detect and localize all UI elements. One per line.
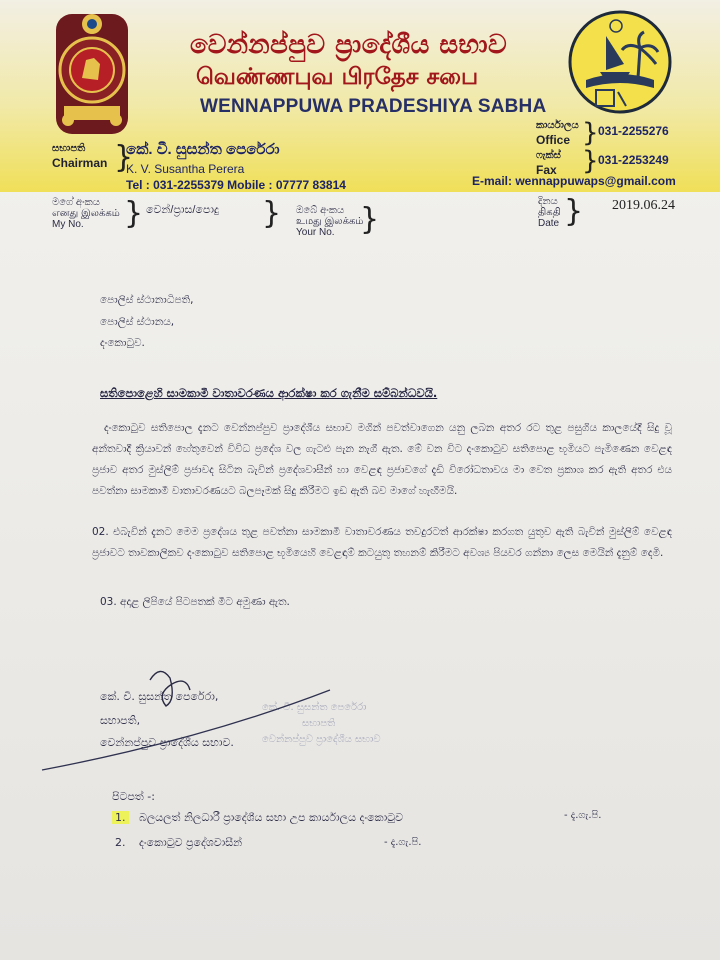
signatory-title: සභාපති, <box>100 714 141 727</box>
brace-icon: } <box>114 140 134 175</box>
brace-icon: } <box>360 202 380 237</box>
email-address: E-mail: wennappuwaps@gmail.com <box>472 174 676 188</box>
recipient-line: පොලිස් ස්ථානය, <box>100 316 175 328</box>
recipient-line: දංකොටුව. <box>100 337 145 349</box>
council-logo-icon <box>566 8 674 116</box>
brace-icon: } <box>582 118 599 148</box>
fax-label-english: Fax <box>536 163 557 177</box>
my-number-label: මගේ අංකය எனது இலக்கம் My No. <box>52 197 120 230</box>
brace-icon: } <box>582 146 599 176</box>
copies-heading: පිටපත් -: <box>112 790 155 803</box>
your-number-label: ඔබේ අංකය உமது இலக்கம் Your No. <box>296 205 364 238</box>
fax-label-sinhala: ෆැක්ස් <box>536 150 561 161</box>
copy-item <box>112 836 242 850</box>
office-label-english: Office <box>536 133 571 147</box>
copy-item <box>112 811 403 825</box>
copy-item-code: - දැ.ගැ.පි. <box>564 810 602 821</box>
chairman-phone: Tel : 031-2255379 Mobile : 07777 83814 <box>126 178 346 192</box>
office-phone: 031-2255276 <box>598 124 669 138</box>
letter-date: 2019.06.24 <box>612 198 675 213</box>
chairman-label-english: Chairman <box>52 156 108 170</box>
body-paragraph: 03. අදාළ ලිපියේ පිටපතක් මීට අමුණා ඇත. <box>100 596 290 608</box>
copy-item-text: බලයලත් නිලධාරී ප්‍රාදේශීය සභා උප කාර්යාලය දංකොටුව <box>139 811 404 824</box>
letter-subject: සතිපොළෙහි සාමකාමී වාතාවරණය ආරක්ෂා කර ගැනීම සම්බන්ධවයි. <box>100 386 438 400</box>
letterhead <box>0 0 720 192</box>
stamp-line: වෙන්නප්පුව ප්‍රාදේශීය සභාව <box>262 734 381 745</box>
copy-item-number: 1. <box>112 811 129 824</box>
brace-icon: } <box>262 196 282 231</box>
signatory-organization: වෙන්නප්පුව ප්‍රාදේශීය සභාව. <box>100 736 234 749</box>
office-label-sinhala: කාර්යාලය <box>536 120 579 131</box>
date-label: දිනය திகதி Date <box>538 196 561 229</box>
sri-lanka-emblem-icon <box>54 8 130 136</box>
brace-icon: } <box>564 194 584 229</box>
body-paragraph: 02. එබැවින් දැනට මෙම ප්‍රදේශය තුළ පවත්නා සාමකාමී වාතාවරණය තවදුරටත් ආරක්ෂා කරගත යුතුව ඇති බැවින් මුස්ලිම් වෙළඳ ප්‍රජාවට තාවකාලිකව දංකොටුව සතිපොළ භූමියෙහි වෙළඳාම් කටයුතු තහනම් කිරීමට අවශ්‍ය පියවර ගන්නා ලෙස මෙයින් දැනුම් දෙමි. <box>92 526 672 559</box>
council-title-english: WENNAPPUWA PRADESHIYA SABHA <box>200 96 547 117</box>
chairman-label-sinhala: සභාපති <box>52 143 86 154</box>
official-stamp <box>262 700 381 748</box>
body-paragraph: දංකොටුව සතිපොල දැනට වෙන්නප්පුව ප්‍රාදේශීය සභාව මගින් පවත්වාගෙන යනු ලබන අතර රට තුළ පසුගිය කාලයේදී සිදු වූ අන්තවාදී ක්‍රියාවන් හේතුවෙන් විවිධ ප්‍රදේශ වල ගැටළු පැන නැගී ඇත. මේ වන විට දංකොටුව සතිපොළ භූමියට පැමිණෙන වෙළඳ ප්‍රජාව අතර මුස්ලිම් ප්‍රජාවද සිටින බැවින් ප්‍රදේශවාසීන් හා වෙළඳ ප්‍රජාවගේ දැඩි විරෝධතාවය මා වෙත ප්‍රකාශ කර ඇති අතර එය පවත්නා සාමකාමී වාතාවරණයට බලපෑමක් සිදු කිරීමට ඉඩ ඇති බව මාගේ හැඟීමයි. <box>92 422 672 497</box>
copy-item-code: - දැ.ගැ.පි. <box>384 837 422 848</box>
stamp-line: කේ. වී. සුසන්ත පෙරේරා <box>262 702 367 713</box>
recipient-line: පොලිස් ස්ථානාධිපති, <box>100 294 194 306</box>
fax-phone: 031-2253249 <box>598 153 669 167</box>
my-number-value: වෙන්/ප්‍රාස/පොදු <box>146 204 219 216</box>
copy-item-number: 2. <box>115 836 126 849</box>
council-title-sinhala: වෙන්නප්පුව ප්‍රාදේශීය සභාව <box>190 30 508 60</box>
brace-icon: } <box>124 196 144 231</box>
council-title-tamil: வெண்ணபுவ பிரதேச சபை <box>196 64 479 90</box>
copy-item-text: දංකොටුව ප්‍රදේශවාසීන් <box>139 836 243 849</box>
signatory-name: කේ. වී. සුසන්ත පෙරේරා, <box>100 690 219 703</box>
stamp-line: සභාපති <box>302 718 336 729</box>
chairman-name-english: K. V. Susantha Perera <box>126 162 245 176</box>
chairman-name-sinhala: කේ. වී. සුසන්ත පෙරේරා <box>126 141 280 158</box>
